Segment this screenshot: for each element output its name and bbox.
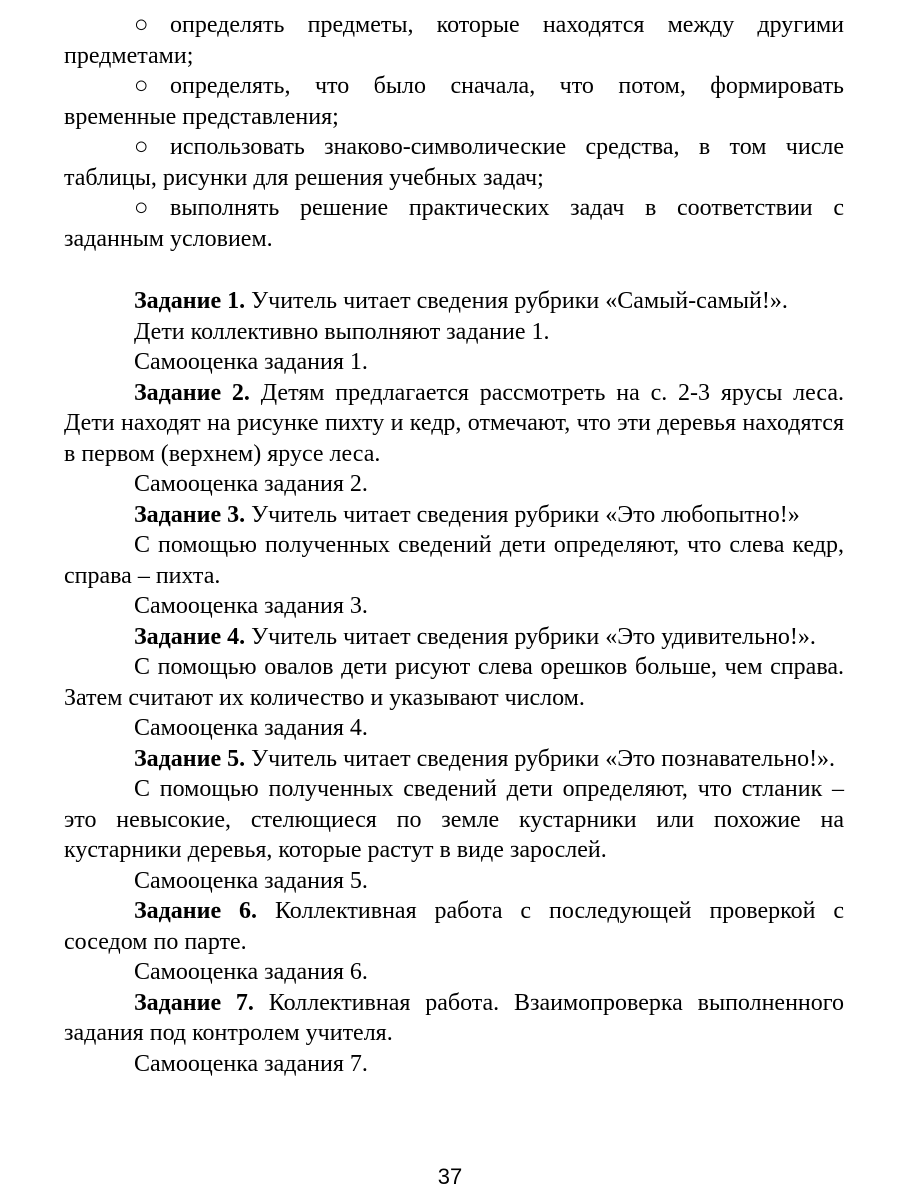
task-text: С помощью овалов дети рисуют слева орешков больше, чем справа. Затем считают их количество и указывают числом.	[64, 654, 844, 711]
task-text: Самооценка задания 6.	[134, 959, 368, 985]
task-label: Задание 2.	[134, 379, 250, 406]
task-text: Детям предлагается рассмотреть на с. 2-3 ярусы леса. Дети находят на рисунке пихту и кедр, отмечают, что эти деревья находятся в первом (верхнем) ярусе леса.	[64, 379, 845, 467]
bullet-list	[64, 10, 844, 254]
bullet-item	[64, 193, 844, 254]
task-label: Задание 4.	[134, 623, 246, 650]
task-paragraph	[64, 591, 844, 622]
task-text: Учитель читает сведения рубрики «Это познавательно!».	[251, 745, 836, 772]
bullet-text: выполнять решение практических задач в соответствии с заданным условием.	[64, 195, 844, 252]
task-paragraph	[64, 713, 844, 744]
task-text: Дети коллективно выполняют задание 1.	[134, 318, 550, 345]
task-text: Самооценка задания 1.	[134, 349, 368, 375]
page-number: 37	[437, 1164, 463, 1189]
task-text: Коллективная работа с последующей проверкой с соседом по парте.	[64, 898, 844, 955]
task-paragraph	[64, 317, 844, 348]
bullet-text: определять предметы, которые находятся между другими предметами;	[64, 12, 844, 69]
task-paragraph	[64, 774, 844, 866]
task-paragraph	[64, 530, 844, 591]
bullet-text: использовать знаково-символические средства, в том числе таблицы, рисунки для решения учебных задач;	[64, 134, 844, 191]
task-label: Задание 7.	[134, 989, 254, 1016]
task-text: Самооценка задания 3.	[134, 593, 368, 619]
task-paragraph	[64, 957, 844, 988]
bullet-item	[64, 132, 844, 193]
circle-bullet-icon: ○	[134, 195, 149, 221]
task-paragraph	[64, 866, 844, 897]
circle-bullet-icon: ○	[134, 12, 149, 38]
task-text: С помощью полученных сведений дети определяют, что слева кедр, справа – пихта.	[64, 532, 844, 589]
task-paragraph	[64, 469, 844, 500]
task-label: Задание 5.	[134, 745, 246, 772]
circle-bullet-icon: ○	[134, 134, 149, 160]
task-label: Задание 1.	[134, 288, 246, 314]
task-paragraph	[64, 347, 844, 378]
task-text: Учитель читает сведения рубрики «Самый-самый!».	[251, 288, 788, 314]
task-text: Самооценка задания 2.	[134, 471, 368, 497]
circle-bullet-icon: ○	[134, 73, 149, 99]
task-text: Учитель читает сведения рубрики «Это любопытно!»	[251, 501, 800, 528]
bullet-text: определять, что было сначала, что потом, формировать временные представления;	[64, 73, 844, 130]
task-paragraph	[64, 652, 844, 713]
task-paragraph	[64, 286, 844, 317]
task-paragraph	[64, 378, 844, 470]
task-text: Самооценка задания 7.	[134, 1050, 368, 1077]
task-paragraph	[64, 500, 844, 531]
task-paragraph	[64, 622, 844, 653]
task-label: Задание 3.	[134, 501, 246, 528]
task-label: Задание 6.	[134, 898, 258, 924]
task-text: Коллективная работа. Взаимопроверка выполненного задания под контролем учителя.	[64, 989, 845, 1046]
bullet-item	[64, 10, 844, 71]
bullet-item	[64, 71, 844, 132]
task-text: Учитель читает сведения рубрики «Это удивительно!».	[251, 623, 816, 650]
task-paragraph	[64, 988, 844, 1049]
task-list	[64, 286, 844, 1079]
task-text: Самооценка задания 4.	[134, 715, 368, 741]
page-content	[64, 10, 844, 1079]
task-paragraph	[64, 896, 844, 957]
task-text: С помощью полученных сведений дети определяют, что стланик – это невысокие, стелющиеся по земле кустарники или похожие на кустарники деревья, которые растут в виде зарослей.	[64, 776, 844, 863]
task-paragraph	[64, 1049, 844, 1080]
task-paragraph	[64, 744, 844, 775]
task-text: Самооценка задания 5.	[134, 867, 368, 894]
